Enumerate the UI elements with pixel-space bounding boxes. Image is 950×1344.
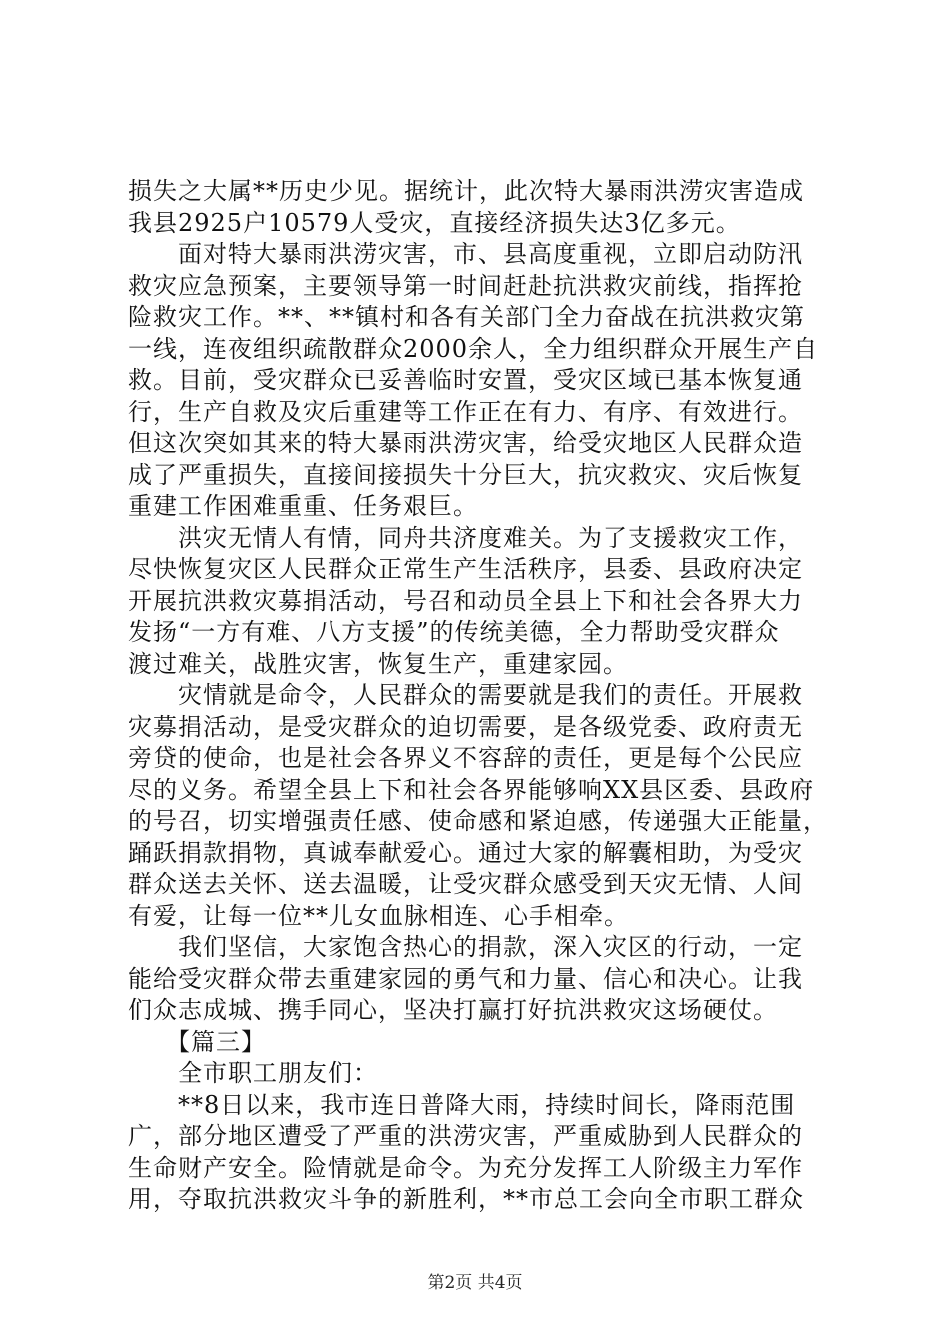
text-line: 我们坚信，大家饱含热心的捐款，深入灾区的行动，一定 — [128, 933, 803, 961]
text-line: 开展抗洪救灾募捐活动，号召和动员全县上下和社会各界大力 — [128, 586, 803, 615]
text-line: 一线，连夜组织疏散群众2000余人，全力组织群众开展生产自 — [128, 334, 819, 363]
text-line: 险救灾工作。**、**镇村和各有关部门全力奋战在抗洪救灾第 — [128, 303, 805, 331]
text-line: 旁贷的使命，也是社会各界义不容辞的责任，更是每个公民应 — [128, 744, 803, 772]
text-line: 渡过难关，战胜灾害，恢复生产，重建家园。 — [128, 649, 628, 678]
text-line: 们众志成城、携手同心，坚决打赢打好抗洪救灾这场硬仗。 — [128, 996, 778, 1024]
text-line: 救。目前，受灾群众已妥善临时安置，受灾区域已基本恢复通 — [128, 366, 803, 394]
text-line: 面对特大暴雨洪涝灾害，市、县高度重视，立即启动防汛 — [128, 240, 803, 268]
text-line: 有爱，让每一位**儿女血脉相连、心手相牵。 — [128, 901, 629, 930]
text-line: 发扬“一方有难、八方支援”的传统美德，全力帮助受灾群众 — [128, 618, 780, 646]
text-line: 用，夺取抗洪救灾斗争的新胜利，**市总工会向全市职工群众 — [128, 1185, 804, 1213]
text-line: 我县2925户10579人受灾，直接经济损失达3亿多元。 — [128, 208, 741, 237]
text-line: 尽快恢复灾区人民群众正常生产生活秩序，县委、县政府决定 — [128, 555, 803, 583]
text-line: **8日以来，我市连日普降大雨，持续时间长，降雨范围 — [128, 1090, 796, 1119]
text-line: 的号召，切实增强责任感、使命感和紧迫感，传递强大正能量， — [128, 807, 828, 835]
text-line: 群众送去关怀、送去温暖，让受灾群众感受到天灾无情、人间 — [128, 870, 803, 898]
text-line: 行，生产自救及灾后重建等工作正在有力、有序、有效进行。 — [128, 397, 803, 426]
text-line: 重建工作困难重重、任务艰巨。 — [128, 492, 478, 520]
text-line: 灾情就是命令，人民群众的需要就是我们的责任。开展救 — [128, 681, 803, 709]
text-line: 尽的义务。希望全县上下和社会各界能够响XX县区委、县政府 — [128, 775, 815, 804]
page-footer: 第2页 共4页 — [427, 1273, 523, 1293]
text-line: 但这次突如其来的特大暴雨洪涝灾害，给受灾地区人民群众造 — [128, 429, 803, 457]
text-line: 踊跃捐款捐物，真诚奉献爱心。通过大家的解囊相助，为受灾 — [128, 838, 803, 867]
text-line: 损失之大属**历史少见。据统计，此次特大暴雨洪涝灾害造成 — [128, 177, 804, 205]
text-line: 能给受灾群众带去重建家园的勇气和力量、信心和决心。让我 — [128, 964, 803, 993]
text-line: 救灾应急预案，主要领导第一时间赶赴抗洪救灾前线，指挥抢 — [128, 271, 803, 300]
text-line: 全市职工朋友们： — [128, 1059, 378, 1087]
text-line: 广，部分地区遭受了严重的洪涝灾害，严重威胁到人民群众的 — [128, 1122, 803, 1150]
text-line: 生命财产安全。险情就是命令。为充分发挥工人阶级主力军作 — [128, 1153, 803, 1182]
text-line: 洪灾无情人有情，同舟共济度难关。为了支援救灾工作， — [128, 523, 803, 552]
text-line: 灾募捐活动，是受灾群众的迫切需要，是各级党委、政府责无 — [128, 712, 803, 741]
text-line: 【篇三】 — [128, 1027, 266, 1056]
document-body — [128, 176, 828, 1216]
text-line: 成了严重损失，直接间接损失十分巨大，抗灾救灾、灾后恢复 — [128, 460, 803, 489]
